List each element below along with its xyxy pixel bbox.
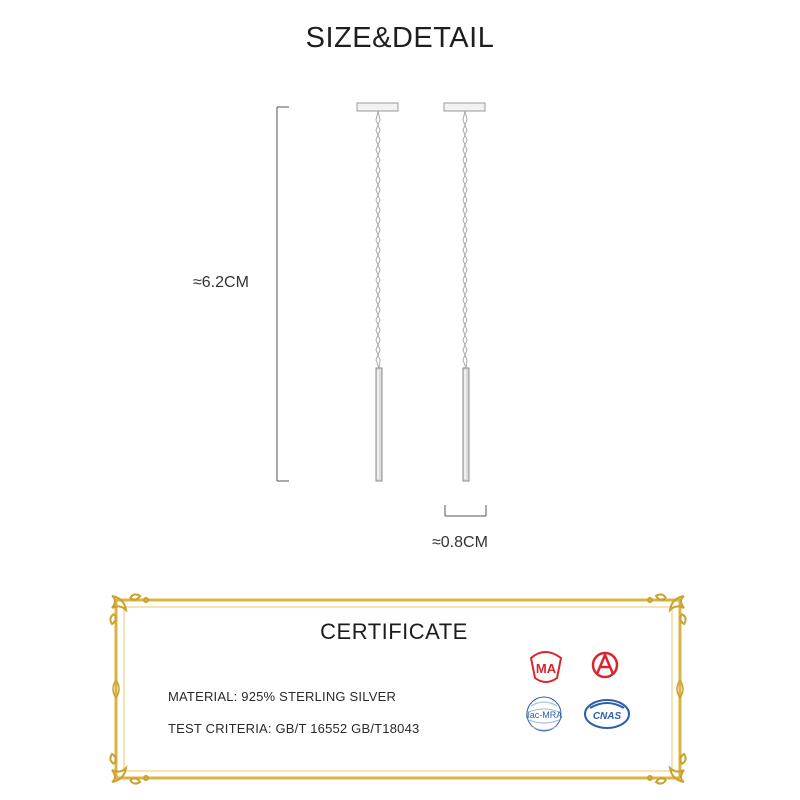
right-earring	[444, 103, 485, 481]
cnas-seal-icon	[585, 700, 629, 728]
page-title: SIZE&DETAIL	[305, 22, 495, 54]
material-line: MATERIAL: 925% STERLING SILVER	[168, 689, 397, 704]
svg-text:MA: MA	[535, 661, 557, 676]
height-dimension-label: ≈6.2CM	[193, 274, 249, 291]
svg-text:ilac-MRA: ilac-MRA	[525, 710, 563, 720]
width-bracket	[445, 505, 486, 516]
left-chain	[376, 111, 380, 368]
svg-text:CNAS: CNAS	[592, 711, 622, 722]
height-bracket	[277, 107, 289, 481]
certificate-title: CERTIFICATE	[320, 619, 468, 644]
width-dimension-label: ≈0.8CM	[432, 534, 488, 551]
left-earring	[357, 103, 398, 481]
cal-seal-icon	[593, 653, 617, 677]
ilac-mra-seal-icon	[526, 697, 563, 731]
cma-seal-icon	[531, 652, 561, 682]
test-criteria-line: TEST CRITERIA: GB/T 16552 GB/T18043	[168, 721, 420, 736]
right-chain	[463, 111, 467, 368]
